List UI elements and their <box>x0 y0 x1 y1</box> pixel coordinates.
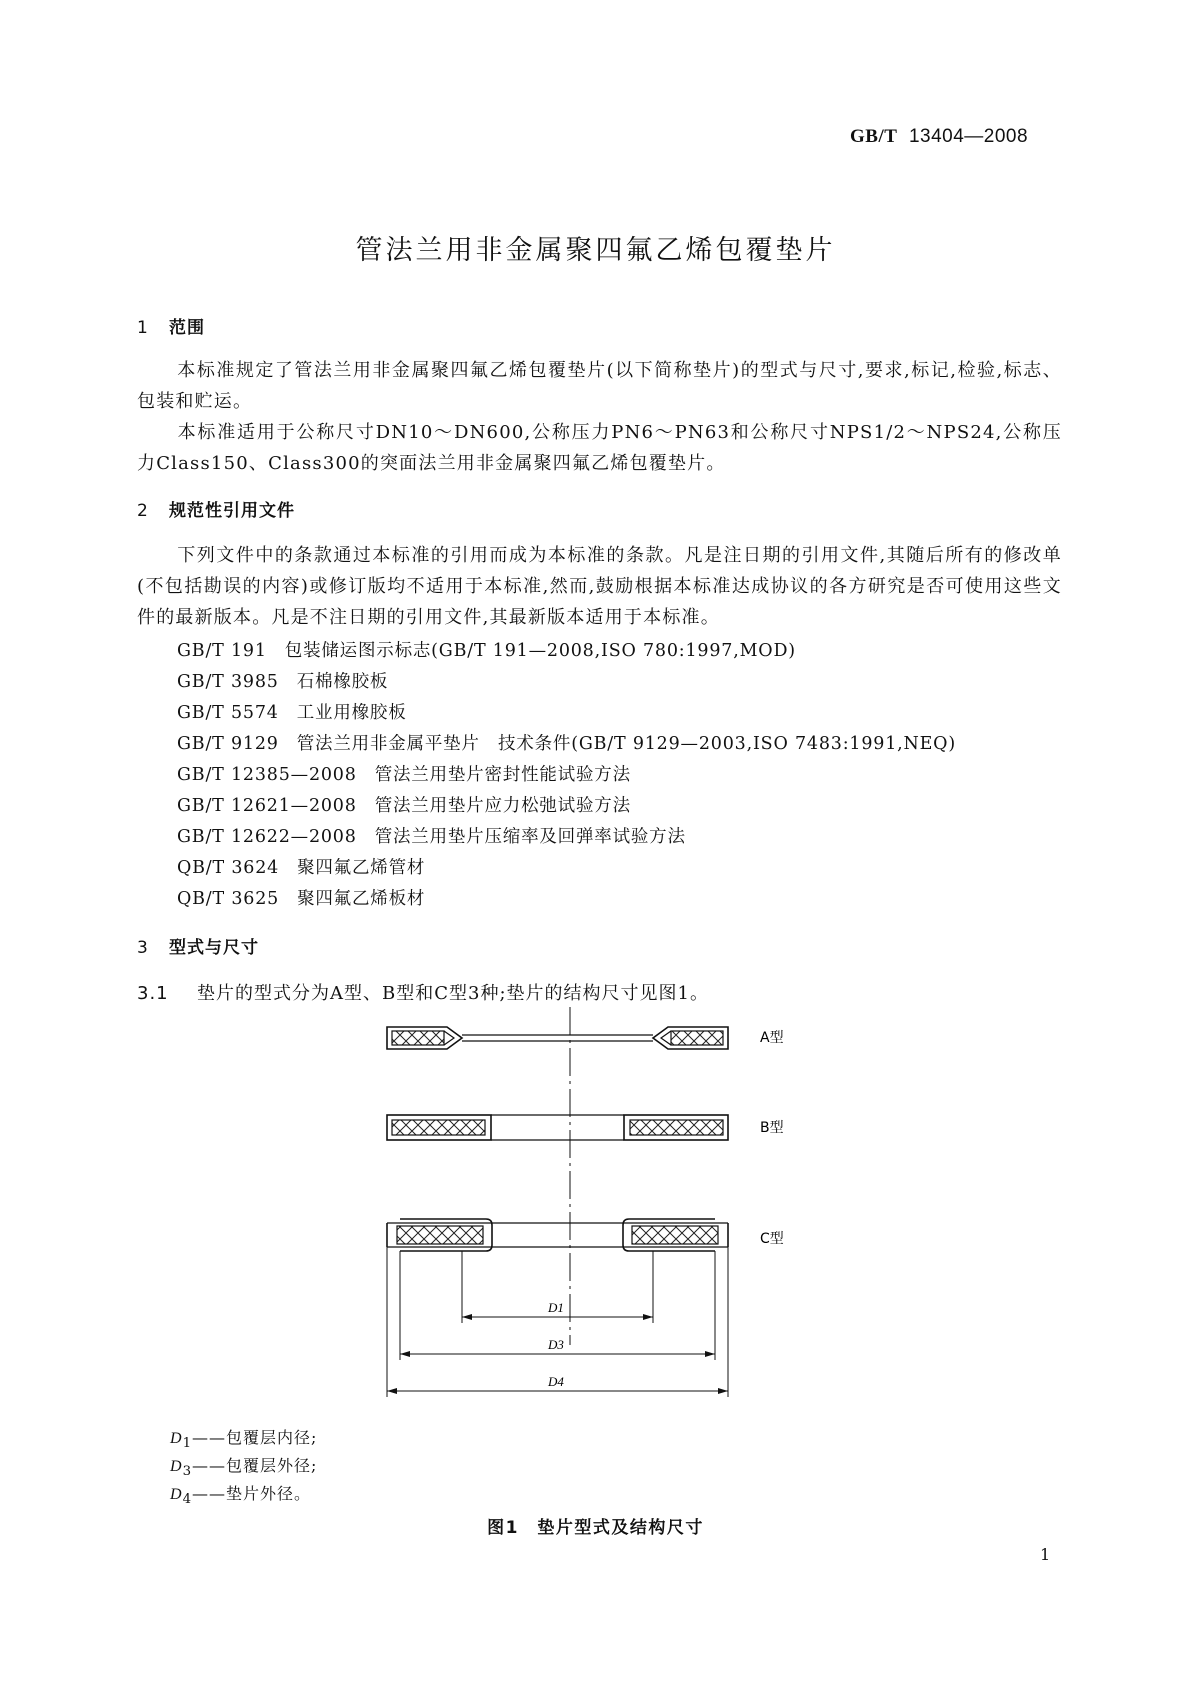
gasket-type-a <box>387 1027 728 1049</box>
clause-3-1: 3.1 垫片的型式分为A型、B型和C型3种;垫片的结构尺寸见图1。 <box>137 983 709 1004</box>
reference-item: GB/T 12385—2008 管法兰用垫片密封性能试验方法 <box>177 765 631 785</box>
reference-item: GB/T 12622—2008 管法兰用垫片压缩率及回弹率试验方法 <box>177 827 686 847</box>
legend-item: $D_4——$垫片外径。 <box>170 1484 312 1508</box>
label-d4: D4 <box>548 1374 564 1389</box>
reference-item: GB/T 191 包装储运图示标志(GB/T 191—2008,ISO 780:1997,MOD) <box>177 641 796 661</box>
page-number: 1 <box>1040 1545 1051 1564</box>
reference-item: QB/T 3625 聚四氟乙烯板材 <box>177 889 426 909</box>
reference-item: GB/T 12621—2008 管法兰用垫片应力松弛试验方法 <box>177 796 631 816</box>
gasket-figure <box>370 1005 830 1435</box>
reference-item: GB/T 3985 石棉橡胶板 <box>177 672 389 692</box>
gasket-type-b <box>387 1115 728 1140</box>
legend-item: $D_3——$包覆层外径; <box>170 1456 318 1480</box>
legend-item: $D_1——$包覆层内径; <box>170 1428 318 1452</box>
section-2-heading: 2 规范性引用文件 <box>137 501 295 521</box>
label-d3: D3 <box>548 1337 564 1352</box>
section-3-heading: 3 型式与尺寸 <box>137 938 259 958</box>
label-type-b: B型 <box>760 1120 784 1136</box>
standard-number: GB/T 13404—2008 <box>850 126 1029 147</box>
section-2-para-1: 下列文件中的条款通过本标准的引用而成为本标准的条款。凡是注日期的引用文件,其随后所有的修改单(不包括勘误的内容)或修订版均不适用于本标准,然而,鼓励根据本标准达成协议的各方研究是否可使用这些文件的最新版本。凡是不注日期的引用文件,其最新版本适用于本标准。 <box>137 545 1062 628</box>
gasket-type-c <box>387 1219 728 1251</box>
section-1-para-2: 本标准适用于公称尺寸DN10～DN600,公称压力PN6～PN63和公称尺寸NPS1/2～NPS24,公称压力Class150、Class300的突面法兰用非金属聚四氟乙烯包覆垫片。 <box>137 422 1062 474</box>
reference-item: GB/T 9129 管法兰用非金属平垫片 技术条件(GB/T 9129—2003,ISO 7483:1991,NEQ) <box>177 734 956 754</box>
label-type-c: C型 <box>760 1231 784 1247</box>
section-1-para-1: 本标准规定了管法兰用非金属聚四氟乙烯包覆垫片(以下简称垫片)的型式与尺寸,要求,标记,检验,标志、包装和贮运。 <box>137 360 1062 412</box>
label-type-a: A型 <box>760 1030 784 1046</box>
document-title: 管法兰用非金属聚四氟乙烯包覆垫片 <box>355 235 836 266</box>
label-d1: D1 <box>548 1300 564 1315</box>
reference-item: QB/T 3624 聚四氟乙烯管材 <box>177 858 426 878</box>
section-1-heading: 1 范围 <box>137 318 205 338</box>
figure-caption: 图1 垫片型式及结构尺寸 <box>487 1518 704 1538</box>
reference-item: GB/T 5574 工业用橡胶板 <box>177 703 407 723</box>
